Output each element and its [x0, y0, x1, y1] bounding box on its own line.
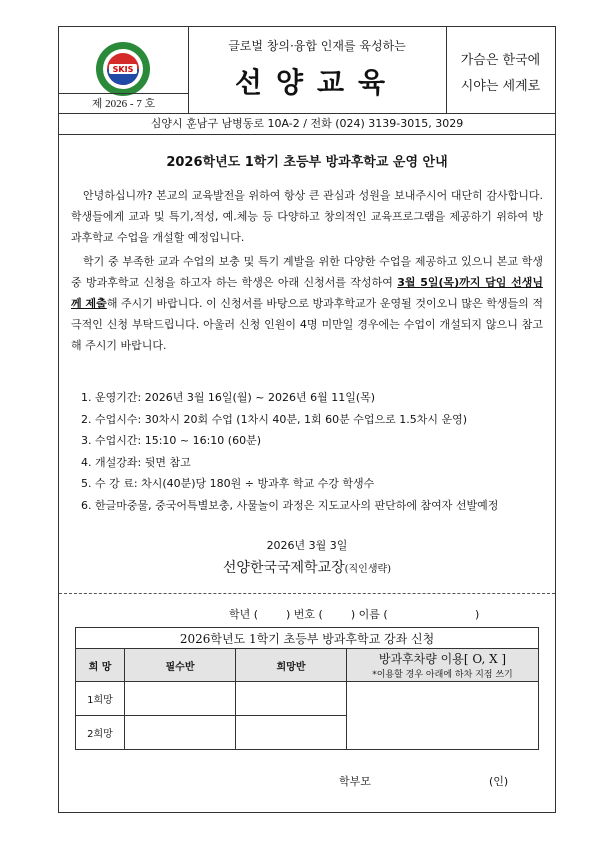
- bus-usage-title: 방과후차량 이용[ O, X ]: [378, 652, 507, 666]
- paragraph-text-c: 해 주시기 바랍니다. 이 신청서를 바탕으로 방과후학교가 운영될 것이오니 많은 학생들의 적극적인 신청 부탁드립니다. 아울러 신청 인원이 4명 미만일 경우에는 수업이 개설되지 않으니 참고해 주시기 바랍니다.: [71, 297, 543, 352]
- col-bus: [347, 649, 539, 682]
- masthead-title: 선양교육: [234, 66, 400, 99]
- student-info-line[interactable]: 학년 ( ) 번호 ( ) 이름 ( ): [229, 608, 480, 621]
- parent-signature-line: [339, 773, 539, 789]
- list-item: 2. 수업시수: 30차시 20회 수업 (1차시 40분, 1회 60분 수업으로 1.5차시 운영): [81, 412, 467, 426]
- motto-line-2: 시야는 세계로: [460, 79, 541, 94]
- list-item: 5. 수 강 료: 차시(40분)당 180원 ÷ 방과후 학교 수강 학생수: [81, 477, 375, 490]
- bus-usage-note: *이용할 경우 아래에 하차 지점 쓰기: [372, 670, 513, 680]
- motto-cell: [446, 27, 555, 113]
- parent-label: 학부모: [339, 775, 371, 788]
- optional-choice-1[interactable]: [236, 682, 347, 716]
- info-list: [81, 387, 551, 516]
- col-optional: 희망반: [236, 649, 347, 682]
- school-address: 심양시 훈남구 남병동로 10A-2 / 전화 (024) 3139-3015, 3029: [59, 113, 555, 135]
- bus-stop-field[interactable]: [347, 682, 539, 750]
- masthead-header: [59, 27, 555, 113]
- col-rank: 희 망: [76, 649, 125, 682]
- list-item: 6. 한글마중물, 중국어특별보충, 사물놀이 과정은 지도교사의 판단하에 참여자 선발예정: [81, 498, 499, 512]
- cut-line: [59, 593, 555, 594]
- application-table: [75, 627, 539, 750]
- deadline-highlight: 3월 5일(목)까지 담임 선생님께 제출: [71, 276, 543, 310]
- paragraph-instructions: [71, 251, 543, 356]
- paragraph-greeting: 안녕하십니까? 본교의 교육발전을 위하여 항상 큰 관심과 성원을 보내주시어 대단히 감사합니다. 학생들에게 교과 및 특기,적성, 예.체능 등 다양하고 창의적인 교육프로그램을 제공하기 위하여 방과후학교 수업을 개설할 예정입니다.: [71, 189, 543, 244]
- notice-title: 2026학년도 1학기 초등부 방과후학교 운영 안내: [166, 155, 448, 170]
- optional-choice-2[interactable]: [236, 716, 347, 750]
- parent-seal[interactable]: (인): [489, 775, 509, 788]
- principal-name: 선양한국국제학교장: [222, 560, 345, 576]
- list-item: 3. 수업시간: 15:10 ~ 16:10 (60분): [81, 434, 262, 447]
- svg-text:SKIS: SKIS: [112, 65, 134, 74]
- issue-number: 제 2026 - 7 호: [59, 93, 188, 114]
- motto-line-1: 가슴은 한국에: [460, 53, 541, 68]
- list-item: 1. 운영기간: 2026년 3월 16일(월) ~ 2026년 6월 11일(목): [81, 391, 376, 404]
- seal-note: (직인생략): [344, 564, 392, 575]
- row-label-1: 1희망: [76, 682, 125, 716]
- paragraph-text-a: 학기 중 부족한 교과 수업의 보충 및 특기 계발을 위한 다양한 수업을 제공하고 있으니 본교 학생 중 방과후학교 신청을 하고자 하는 학생은 아래 신청서를 작성하여: [71, 255, 543, 289]
- school-logo: [95, 41, 151, 97]
- slogan: 글로벌 창의·융합 인재를 육성하는: [228, 39, 406, 53]
- application-title: 2026학년도 1학기 초등부 방과후학교 강좌 신청: [76, 628, 539, 649]
- list-item: 4. 개설강좌: 뒷면 참고: [81, 455, 191, 469]
- col-required: 필수반: [125, 649, 236, 682]
- required-choice-2[interactable]: [125, 716, 236, 750]
- row-label-2: 2희망: [76, 716, 125, 750]
- newsletter-frame: [58, 26, 556, 813]
- required-choice-1[interactable]: [125, 682, 236, 716]
- logo-cell: [59, 27, 189, 113]
- principal-signature: [59, 557, 555, 577]
- title-cell: [188, 27, 447, 113]
- notice-date: 2026년 3월 3일: [266, 539, 348, 552]
